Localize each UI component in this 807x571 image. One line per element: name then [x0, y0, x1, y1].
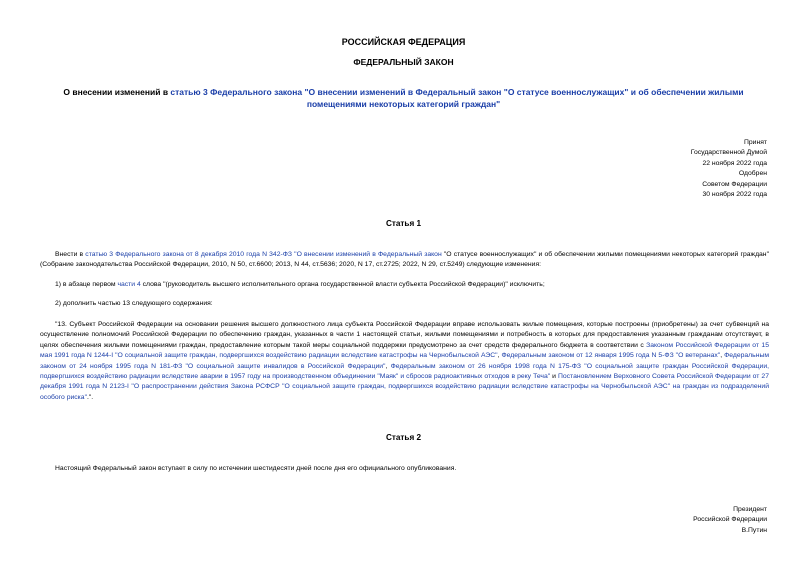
title-prefix: О внесении изменений в: [63, 87, 171, 97]
adoption-line-3: 22 ноября 2022 года: [702, 159, 767, 167]
adoption-line-6: 30 ноября 2022 года: [702, 191, 767, 199]
law-title: [40, 86, 767, 110]
p2-link[interactable]: части 4: [117, 281, 141, 288]
p1-pre: Внести в: [55, 251, 86, 258]
title-link[interactable]: статью 3 Федерального закона "О внесении изменений в Федеральный закон "О статусе военнослужащих" и об обеспечении жилыми помещениями некоторых категорий граждан": [170, 87, 744, 109]
country-heading: РОССИЙСКАЯ ФЕДЕРАЦИЯ: [341, 37, 466, 47]
adoption-line-5: Советом Федерации: [702, 180, 767, 188]
adoption-line-4: Одобрен: [738, 170, 767, 178]
signature-block: [693, 505, 767, 536]
signature-line-3: В.Путин: [741, 526, 767, 534]
article-1-part-13: [40, 320, 769, 403]
p1-link[interactable]: статью 3 Федерального закона от 8 декабря 2010 года N 342-ФЗ "О внесении изменений в Федеральный закон: [85, 251, 442, 258]
article-1-item-1: [55, 280, 769, 290]
p4-link-2[interactable]: Федеральным законом от 12 января 1995 года N 5-ФЗ "О ветеранах": [501, 352, 721, 360]
p4-link-4[interactable]: Федеральным законом от 26 ноября 1998 года N 175-ФЗ "О социальной защите граждан Российской Федерации, подвергшихся воздействию радиации вследствие аварии в 1957 году на производственном объединении "Маяк" и сбросов радиоактивных отходов в реку Теча": [40, 362, 770, 381]
p4-end: .".: [87, 393, 94, 401]
p4-text: "13. Субъект Российской Федерации на основании решения высшего должностного лица субъекта Российской Федерации вправе использовать жилые помещения, которые построены (приобретены) за счет субвенций на осуществление полномочий Российской Федерации по обеспечению граждан, указанных в части 1 настоящей статьи, жилыми помещениями и потребность в которых для предоставления указанным гражданам отсутствует, в целях обеспечения жилыми помещениями граждан, предоставление которым такой меры социальной поддержки предусмотрено за счет средств федерального бюджета в соответствии с: [40, 321, 769, 349]
p1-post: "О статусе военнослужащих" и об обеспечении жилыми помещениями некоторых категорий граждан" (Собрание законодательства Российской Федерации, 2010, N 50, ст.6600; 2013, N 44, ст.5636; 2020, N 17, ст.2725; 2022, N 29, ст.5249) следующие изменения:: [40, 251, 769, 269]
signature-line-1: Президент: [733, 506, 767, 513]
p4-sep-4: и: [550, 373, 558, 381]
article-2-heading: Статья 2: [385, 433, 422, 442]
adoption-line-2: Государственной Думой: [690, 149, 767, 157]
p2-pre: 1) в абзаце первом: [55, 281, 118, 288]
article-1-paragraph-1: [40, 250, 769, 271]
p4-sep-2: ,: [720, 352, 725, 360]
p2-post: слова "(руководитель высшего исполнительного органа государственной власти субъекта Российской Федерации)" исключить;: [140, 281, 545, 288]
adoption-block: [691, 138, 767, 200]
p4-link-3[interactable]: Федеральным законом от 24 ноября 1995 года N 181-ФЗ "О социальной защите инвалидов в Российской Федерации": [40, 352, 770, 370]
p4-sep-1: ,: [497, 352, 502, 360]
p4-link-5[interactable]: Постановлением Верховного Совета Российской Федерации от 27 декабря 1991 года N 2123-I "О распространении действия Закона РСФСР "О социальной защите граждан, подвергшихся воздействию радиации вследствие катастрофы на Чернобыльской АЭС" на граждан из подразделений особого риска": [40, 373, 769, 401]
signature-line-2: Российской Федерации: [693, 516, 767, 524]
p4-link-1[interactable]: Законом Российской Федерации от 15 мая 1991 года N 1244-I "О социальной защите граждан, подвергшихся воздействию радиации вследствие катастрофы на Чернобыльской АЭС": [40, 341, 769, 360]
article-1-item-2: 2) дополнить частью 13 следующего содержания:: [55, 300, 213, 307]
doc-type-heading: ФЕДЕРАЛЬНЫЙ ЗАКОН: [353, 57, 454, 67]
article-1-heading: Статья 1: [385, 219, 422, 228]
p4-sep-3: ,: [385, 362, 391, 370]
article-2-text: Настоящий Федеральный закон вступает в силу по истечении шестидесяти дней после дня его официального опубликования.: [55, 465, 457, 472]
adoption-line-1: Принят: [743, 139, 767, 146]
